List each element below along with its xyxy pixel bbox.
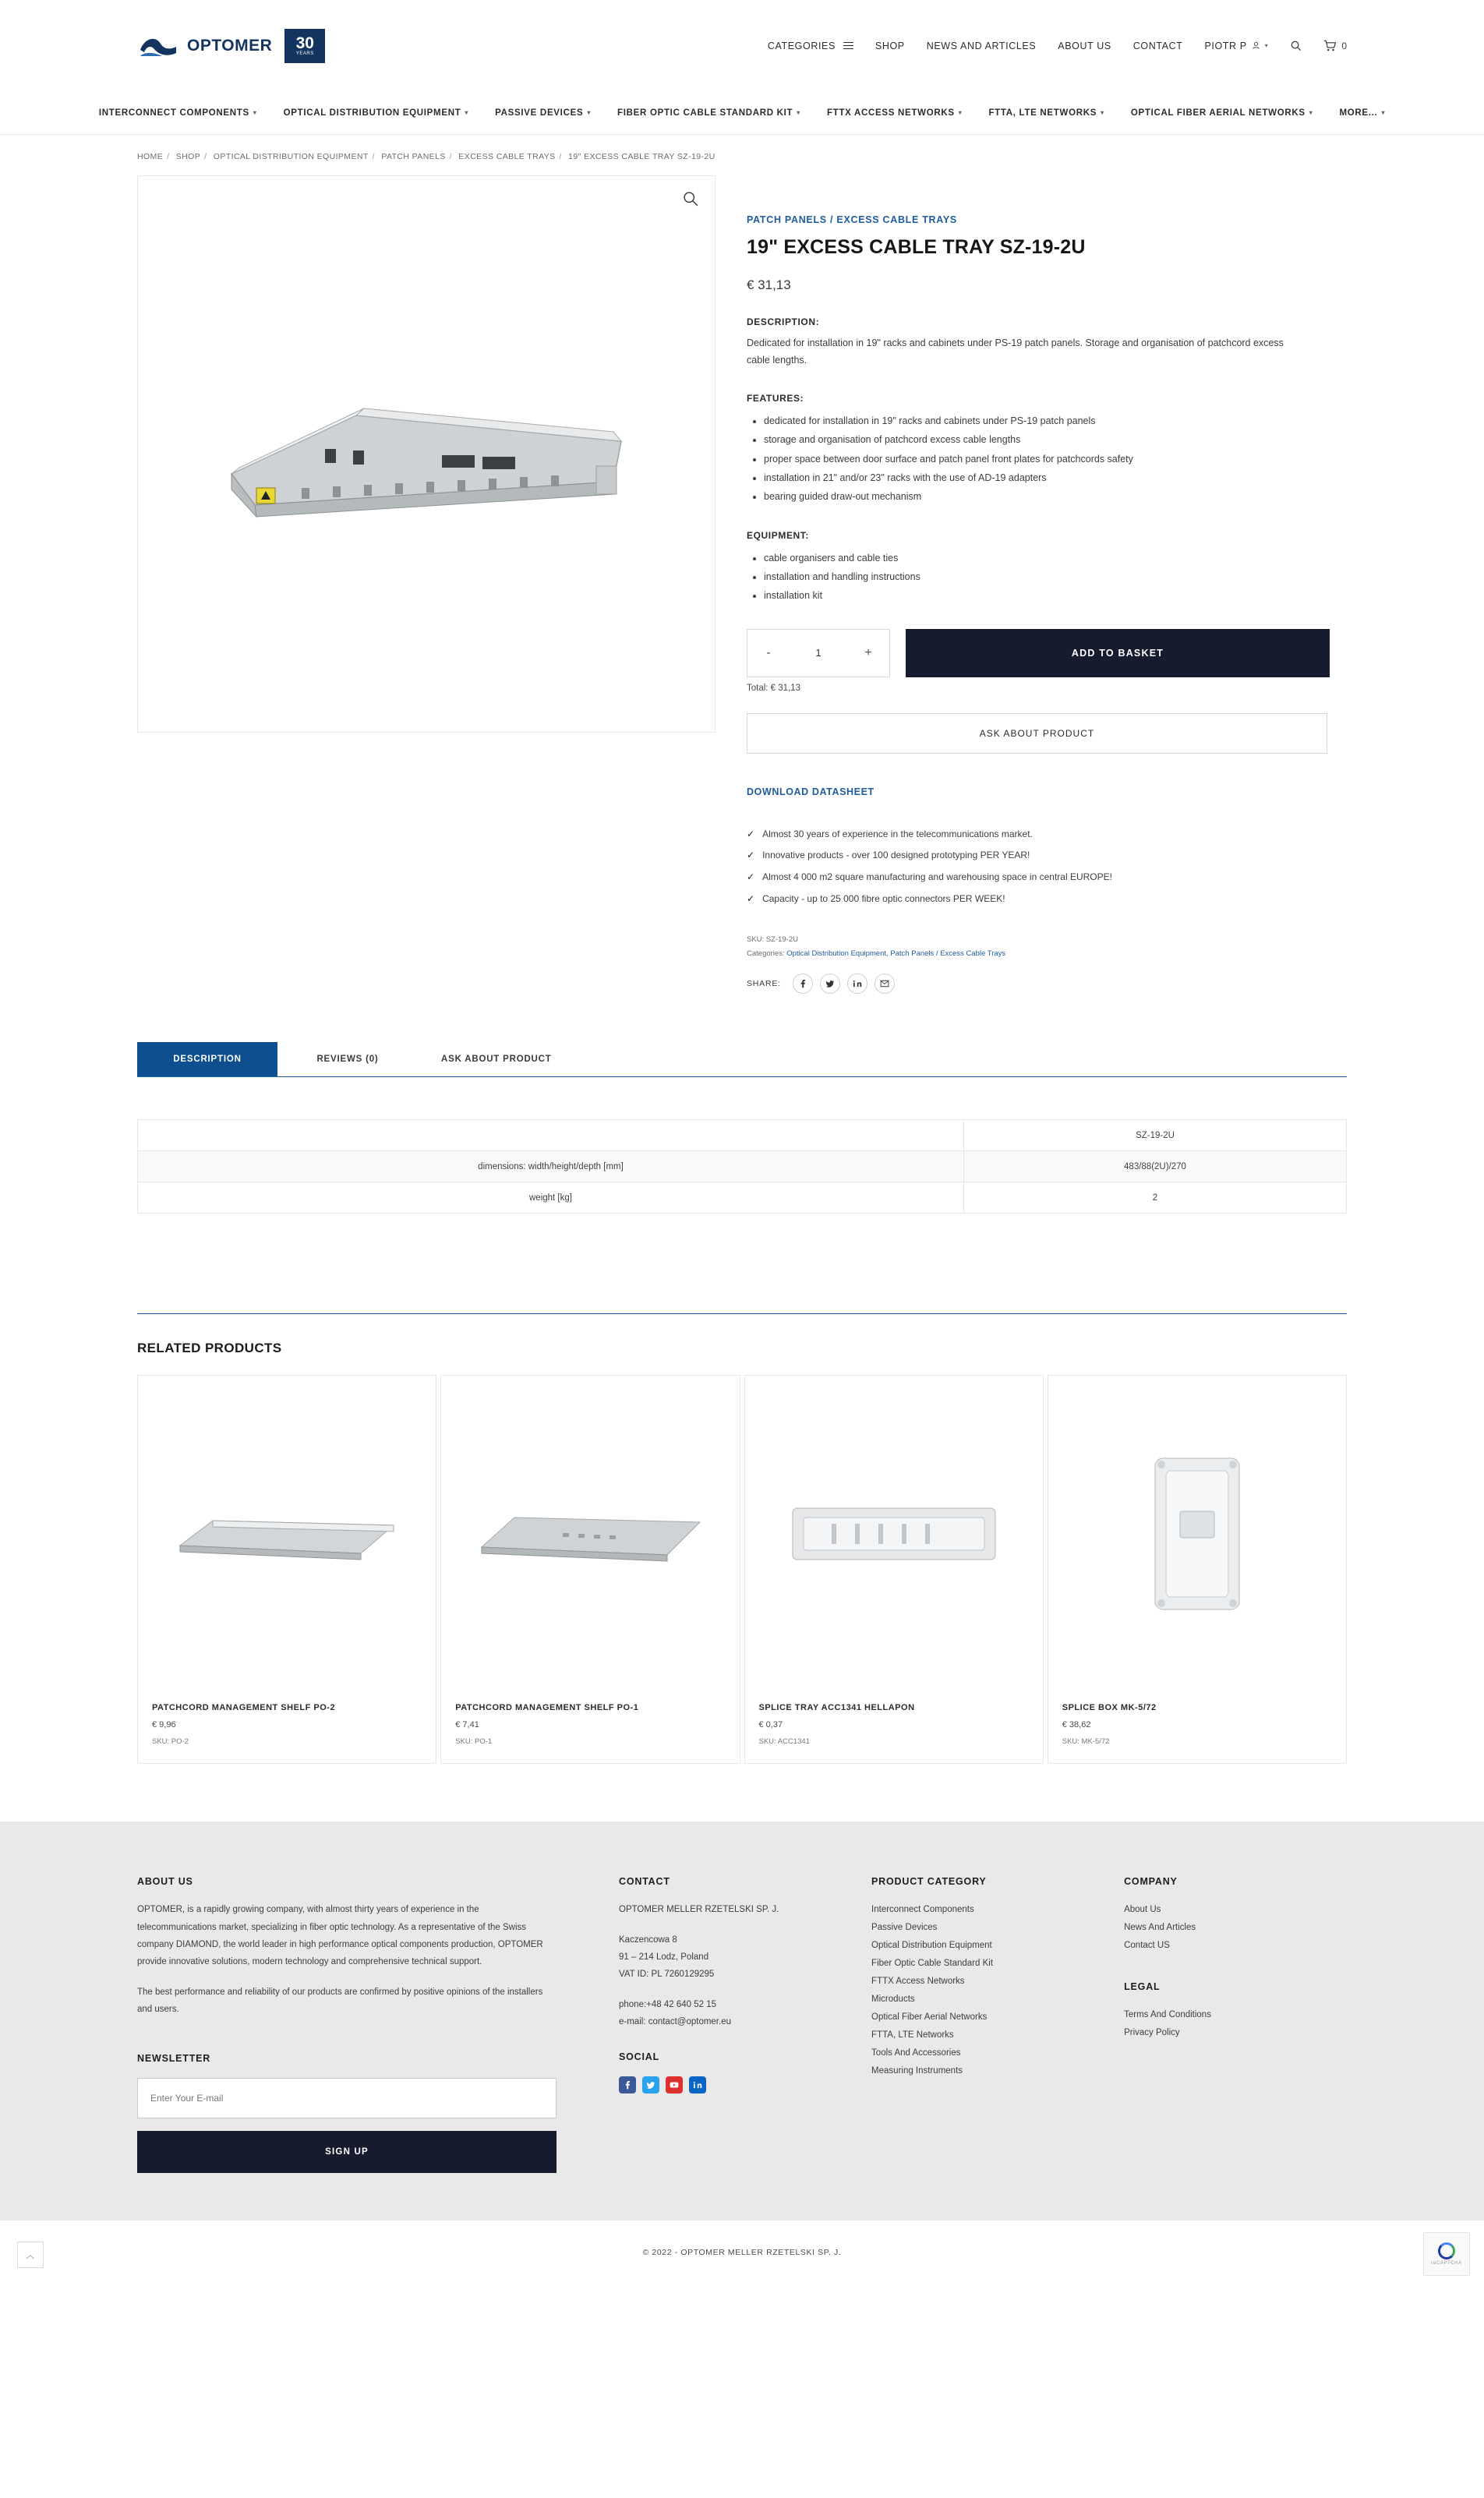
product-card-body [138, 1692, 436, 1763]
footer-about-paragraph-2: The best performance and reliability of our products are confirmed by positive opinions of the installers and users. [137, 1987, 543, 2015]
share-row [747, 973, 1330, 994]
logo-badge-label: YEARS [295, 51, 314, 56]
quantity-stepper[interactable] [747, 629, 890, 677]
product-meta [747, 933, 1330, 961]
usp-item [747, 889, 1330, 910]
product-card-price: € 9,96 [152, 1720, 176, 1730]
user-icon [1252, 41, 1260, 50]
newsletter-email-input[interactable] [137, 2078, 556, 2118]
subnav-optical-distribution-equipment[interactable] [284, 108, 469, 118]
tab-reviews[interactable]: REVIEWS (0) [316, 1055, 379, 1065]
footer-link-optical-fiber-aerial-networks[interactable]: Optical Fiber Aerial Networks [871, 2012, 988, 2023]
footer-social-heading: SOCIAL [619, 2051, 660, 2062]
categories-label: Categories: [747, 949, 785, 959]
subnav-label: FTTX ACCESS NETWORKS [827, 108, 955, 118]
product-info [747, 175, 1330, 994]
subnav-label: FIBER OPTIC CABLE STANDARD KIT [617, 108, 793, 118]
product-card-name: SPLICE TRAY ACC1341 HELLAPON [758, 1703, 915, 1713]
equipment-heading: EQUIPMENT: [747, 529, 810, 541]
footer-address-line2: 91 – 214 Lodz, Poland [619, 1952, 709, 1963]
download-datasheet-link[interactable]: DOWNLOAD DATASHEET [747, 786, 874, 797]
footer-legal-heading: LEGAL [1124, 1981, 1161, 1993]
product-thumbnail [138, 1376, 436, 1692]
list-item: • storage and organisation of patchcord excess cable lengths [764, 430, 1330, 449]
recaptcha-badge[interactable] [1423, 2232, 1470, 2276]
subnav-optical-fiber-aerial-networks[interactable] [1131, 108, 1313, 118]
category-nav [0, 91, 1484, 135]
quantity-increase-button[interactable]: + [860, 645, 877, 661]
product-image [208, 357, 645, 552]
chevron-down-icon: ▾ [1101, 109, 1104, 116]
table-cell-value: 483/88(2U)/270 [964, 1151, 1347, 1182]
footer-address [619, 1931, 871, 1984]
linkedin-button[interactable] [689, 2076, 706, 2093]
splice-box-image [1135, 1444, 1260, 1624]
table-cell-label: dimensions: width/height/depth [mm] [138, 1151, 964, 1182]
footer-contact-heading: CONTACT [619, 1876, 670, 1888]
table-cell-value: SZ-19-2U [964, 1120, 1347, 1151]
product-categories-meta [747, 947, 1330, 961]
newsletter-signup-button[interactable]: SIGN UP [137, 2131, 556, 2173]
usp-list [747, 824, 1330, 910]
footer-email[interactable]: e-mail: contact@optomer.eu [619, 2017, 731, 2027]
usp-item [747, 867, 1330, 889]
usp-text: Innovative products - over 100 designed prototyping PER YEAR! [762, 850, 1030, 861]
usp-item [747, 845, 1330, 867]
product-category-links [747, 214, 1330, 225]
tab-ask-about-product[interactable]: ASK ABOUT PRODUCT [441, 1055, 552, 1065]
footer-link-fttx-access-networks[interactable]: FTTX Access Networks [871, 1977, 965, 1987]
table-cell-value: 2 [964, 1182, 1347, 1214]
product-price: € 31,13 [747, 277, 791, 292]
subnav-label: OPTICAL DISTRIBUTION EQUIPMENT [283, 108, 461, 118]
newsletter-heading: NEWSLETTER [137, 2052, 211, 2064]
facebook-button[interactable] [619, 2076, 636, 2093]
footer-link-tools-and-accessories[interactable]: Tools And Accessories [871, 2048, 961, 2058]
footer-company-list [1124, 1901, 1347, 1955]
breadcrumb-current: 19" EXCESS CABLE TRAY SZ-19-2U [568, 152, 716, 161]
product-thumbnail [745, 1376, 1043, 1692]
subnav-ftta-lte-networks[interactable] [988, 108, 1104, 118]
product-card-body [745, 1692, 1043, 1763]
youtube-icon [670, 2080, 679, 2090]
product-sku: SKU: SZ-19-2U [747, 935, 798, 945]
usp-text: Almost 30 years of experience in the telecommunications market. [762, 828, 1033, 839]
footer-contact [619, 1876, 871, 2173]
nav-categories[interactable] [768, 41, 853, 51]
product-card-sku: SKU: PO-1 [455, 1737, 493, 1747]
share-twitter-button[interactable] [820, 973, 840, 994]
product-card-price: € 38,62 [1062, 1720, 1091, 1730]
subnav-label: MORE... [1339, 108, 1378, 118]
subnav-fiber-optic-cable-standard-kit[interactable] [617, 108, 800, 118]
nav-about-us[interactable]: ABOUT US [1058, 40, 1111, 51]
cart-button[interactable] [1323, 40, 1347, 52]
linkedin-icon [693, 2080, 702, 2090]
related-products-title: RELATED PRODUCTS [137, 1341, 282, 1356]
subnav-label: PASSIVE DEVICES [495, 108, 584, 118]
optomer-symbol-icon [137, 33, 179, 59]
subnav-fttx-access-networks[interactable] [827, 108, 962, 118]
share-email-button[interactable] [874, 973, 895, 994]
product-card-sku: SKU: MK-5/72 [1062, 1737, 1110, 1747]
product-tabs [137, 1042, 1347, 1077]
nav-account-label: PIOTR P [1204, 40, 1247, 51]
magnifier-icon [682, 190, 699, 207]
subnav-interconnect-components[interactable] [99, 108, 257, 118]
related-product-card[interactable] [137, 1375, 436, 1764]
specification-table [137, 1119, 1347, 1214]
breadcrumb-separator: / [167, 152, 170, 161]
product-card-body [441, 1692, 739, 1763]
related-product-card[interactable] [1048, 1375, 1347, 1764]
footer-company-name: OPTOMER MELLER RZETELSKI SP. J. [619, 1905, 779, 1915]
product-gallery[interactable] [137, 175, 716, 733]
twitter-icon [825, 979, 835, 988]
categories-value[interactable]: Optical Distribution Equipment, Patch Panels / Excess Cable Trays [786, 949, 1006, 959]
chevron-down-icon: ▾ [1381, 109, 1386, 116]
breadcrumb-patch-panels[interactable]: PATCH PANELS [381, 152, 446, 161]
product-card-sku: SKU: PO-2 [152, 1737, 189, 1747]
ask-about-product-button[interactable]: ASK ABOUT PRODUCT [747, 713, 1327, 754]
table-row [138, 1120, 1347, 1151]
usp-text: Capacity - up to 25 000 fibre optic connectors PER WEEK! [762, 892, 1005, 904]
table-cell-label [138, 1120, 964, 1151]
related-product-card[interactable] [440, 1375, 740, 1764]
share-label: SHARE: [747, 979, 781, 989]
facebook-icon [798, 979, 807, 988]
logo-badge-number: 30 [295, 34, 314, 52]
category-separator: / [830, 214, 837, 225]
list-item: • installation and handling instructions [764, 567, 1330, 586]
table-row [138, 1182, 1347, 1214]
description-text: Dedicated for installation in 19" racks and cabinets under PS-19 patch panels. Storage and organisation of patchcord excess cable lengths. [747, 337, 1284, 366]
chevron-down-icon: ▾ [958, 109, 963, 116]
linkedin-icon [853, 979, 862, 988]
chevron-down-icon: ▾ [797, 109, 800, 116]
footer-link-fiber-optic-cable-standard-kit[interactable]: Fiber Optic Cable Standard Kit [871, 1959, 994, 1969]
youtube-button[interactable] [666, 2076, 683, 2093]
quantity-decrease-button[interactable]: - [760, 645, 777, 661]
main-nav [768, 40, 1347, 52]
table-cell-label: weight [kg] [138, 1182, 964, 1214]
add-to-basket-button[interactable]: ADD TO BASKET [906, 629, 1330, 677]
site-footer [0, 1821, 1484, 2220]
check-icon: ✓ [747, 850, 755, 861]
logo-anniversary-badge [284, 29, 325, 63]
email-icon [880, 979, 889, 988]
list-item: • installation in 21" and/or 23" racks with the use of AD-19 adapters [764, 468, 1330, 487]
product-card-body [1048, 1692, 1346, 1763]
zoom-icon[interactable] [682, 190, 699, 207]
page-title: 19" EXCESS CABLE TRAY SZ-19-2U [747, 236, 1086, 258]
breadcrumb-separator: / [204, 152, 207, 161]
copyright-text: © 2022 - OPTOMER MELLER RZETELSKI SP. J. [642, 2248, 842, 2258]
features-list [747, 412, 1330, 507]
list-item: • installation kit [764, 586, 1330, 605]
list-item: • proper space between door surface and patch panel front plates for patchcords safety [764, 450, 1330, 468]
footer-company [1124, 1876, 1347, 2173]
footer-about-heading: ABOUT US [137, 1876, 193, 1888]
product-category-patch-panels[interactable]: PATCH PANELS [747, 214, 827, 225]
search-icon [1290, 40, 1302, 51]
logo-text: OPTOMER [187, 36, 273, 55]
footer-social-links [619, 2076, 871, 2093]
footer-contact-text [619, 1901, 871, 2031]
subnav-label: INTERCONNECT COMPONENTS [98, 108, 249, 118]
description-heading: DESCRIPTION: [747, 316, 820, 327]
check-icon: ✓ [747, 871, 755, 882]
table-row [138, 1151, 1347, 1182]
product-card-price: € 7,41 [455, 1720, 479, 1730]
check-icon: ✓ [747, 892, 755, 904]
quantity-input[interactable] [795, 646, 842, 659]
footer-link-optical-distribution-equipment[interactable]: Optical Distribution Equipment [871, 1941, 992, 1951]
product-card-price: € 0,37 [758, 1720, 783, 1730]
footer-link-about-us[interactable]: About Us [1124, 1905, 1161, 1915]
hamburger-icon [843, 42, 853, 50]
back-to-top-button[interactable] [17, 2242, 44, 2268]
related-products-list [137, 1375, 1347, 1764]
subnav-more[interactable] [1339, 108, 1385, 118]
site-header [0, 0, 1484, 91]
order-total: Total: € 31,13 [747, 683, 801, 693]
usp-item [747, 824, 1330, 846]
search-button[interactable] [1290, 40, 1302, 51]
recaptcha-label: reCAPTCHA [1431, 2260, 1462, 2266]
facebook-icon [623, 2080, 632, 2090]
nav-news-and-articles[interactable]: NEWS AND ARTICLES [926, 40, 1037, 51]
twitter-button[interactable] [642, 2076, 659, 2093]
footer-link-news-and-articles[interactable]: News And Articles [1124, 1923, 1196, 1933]
recaptcha-icon [1438, 2242, 1455, 2260]
breadcrumb-separator: / [449, 152, 453, 161]
footer-link-measuring-instruments[interactable]: Measuring Instruments [871, 2066, 963, 2076]
product-main [0, 169, 1484, 994]
chevron-down-icon: ▾ [1264, 42, 1269, 49]
footer-link-microducts[interactable]: Microducts [871, 1995, 915, 2005]
chevron-up-icon: ︿ [26, 2250, 35, 2260]
equipment-list [747, 549, 1330, 606]
nav-shop[interactable]: SHOP [874, 40, 905, 51]
nav-contact[interactable]: CONTACT [1132, 40, 1183, 51]
footer-vat-id: VAT ID: PL 7260129295 [619, 1970, 715, 1980]
related-products-section [137, 1313, 1347, 1764]
footer-link-terms-and-conditions[interactable]: Terms And Conditions [1124, 2010, 1211, 2020]
product-card-name: SPLICE BOX MK-5/72 [1062, 1703, 1157, 1713]
check-icon: ✓ [747, 828, 755, 839]
list-item: • dedicated for installation in 19" racks and cabinets under PS-19 patch panels [764, 412, 1330, 430]
purchase-row [747, 629, 1330, 677]
subnav-label: OPTICAL FIBER AERIAL NETWORKS [1130, 108, 1306, 118]
footer-legal-list [1124, 2006, 1347, 2042]
cart-count: 0 [1341, 40, 1347, 51]
cart-icon [1323, 40, 1337, 52]
footer-link-privacy-policy[interactable]: Privacy Policy [1124, 2028, 1180, 2038]
footer-product-category [871, 1876, 1124, 2173]
chevron-down-icon: ▾ [253, 109, 257, 116]
footer-link-interconnect-components[interactable]: Interconnect Components [871, 1905, 974, 1915]
footer-about-paragraph-1: OPTOMER, is a rapidly growing company, with almost thirty years of experience in the telecommunications market, specializing in fiber optic technology. As a representative of the Swiss company DIAMOND, the world leader in high performance optical components production, OPTOMER provide innovative solutions, modern technology and comprehensive technical support. [137, 1905, 543, 1967]
subnav-passive-devices[interactable] [495, 108, 591, 118]
chevron-down-icon: ▾ [465, 109, 469, 116]
footer-about-text [137, 1901, 556, 2019]
shelf-po1-image [469, 1499, 711, 1569]
subnav-label: FTTA, LTE NETWORKS [988, 108, 1097, 118]
newsletter-section [137, 2053, 556, 2173]
product-card-sku: SKU: ACC1341 [758, 1737, 810, 1747]
breadcrumb [0, 135, 1484, 169]
footer-about [137, 1876, 619, 2173]
share-facebook-button[interactable] [793, 973, 813, 994]
chevron-down-icon: ▾ [587, 109, 592, 116]
product-category-excess-cable-trays[interactable]: EXCESS CABLE TRAYS [836, 214, 957, 225]
list-item: • bearing guided draw-out mechanism [764, 487, 1330, 506]
footer-link-ftta-lte-networks[interactable]: FTTA, LTE Networks [871, 2030, 954, 2040]
breadcrumb-shop[interactable]: SHOP [175, 152, 201, 161]
breadcrumb-home[interactable]: HOME [137, 152, 164, 161]
breadcrumb-separator: / [372, 152, 375, 161]
shelf-po2-image [166, 1499, 408, 1569]
list-item: • cable organisers and cable ties [764, 549, 1330, 567]
footer-product-category-list [871, 1901, 1124, 2080]
usp-text: Almost 4 000 m2 square manufacturing and warehousing space in central EUROPE! [762, 871, 1112, 882]
features-heading: FEATURES: [747, 392, 804, 404]
footer-address-line1: Kaczencowa 8 [619, 1934, 677, 1945]
product-card-name: PATCHCORD MANAGEMENT SHELF PO-2 [152, 1703, 336, 1713]
footer-phone[interactable]: phone:+48 42 640 52 15 [619, 1999, 717, 2009]
footer-product-category-heading: PRODUCT CATEGORY [871, 1876, 987, 1888]
site-logo[interactable] [137, 29, 325, 63]
product-thumbnail [441, 1376, 739, 1692]
tab-description[interactable]: DESCRIPTION [137, 1042, 277, 1076]
share-linkedin-button[interactable] [847, 973, 867, 994]
footer-link-passive-devices[interactable]: Passive Devices [871, 1923, 938, 1933]
product-card-name: PATCHCORD MANAGEMENT SHELF PO-1 [455, 1703, 639, 1713]
chevron-down-icon: ▾ [1309, 109, 1313, 116]
footer-company-heading: COMPANY [1124, 1876, 1178, 1888]
product-thumbnail [1048, 1376, 1346, 1692]
nav-account[interactable] [1204, 41, 1268, 51]
nav-categories-label: CATEGORIES [767, 40, 836, 51]
breadcrumb-excess-cable-trays[interactable]: EXCESS CABLE TRAYS [458, 152, 556, 161]
footer-bottom [0, 2220, 1484, 2285]
twitter-icon [646, 2080, 655, 2090]
breadcrumb-optical-distribution-equipment[interactable]: OPTICAL DISTRIBUTION EQUIPMENT [213, 152, 369, 161]
breadcrumb-separator: / [559, 152, 562, 161]
footer-contact-details [619, 1996, 871, 2031]
footer-link-contact-us[interactable]: Contact US [1124, 1941, 1170, 1951]
splice-tray-image [777, 1491, 1011, 1577]
related-product-card[interactable] [744, 1375, 1044, 1764]
